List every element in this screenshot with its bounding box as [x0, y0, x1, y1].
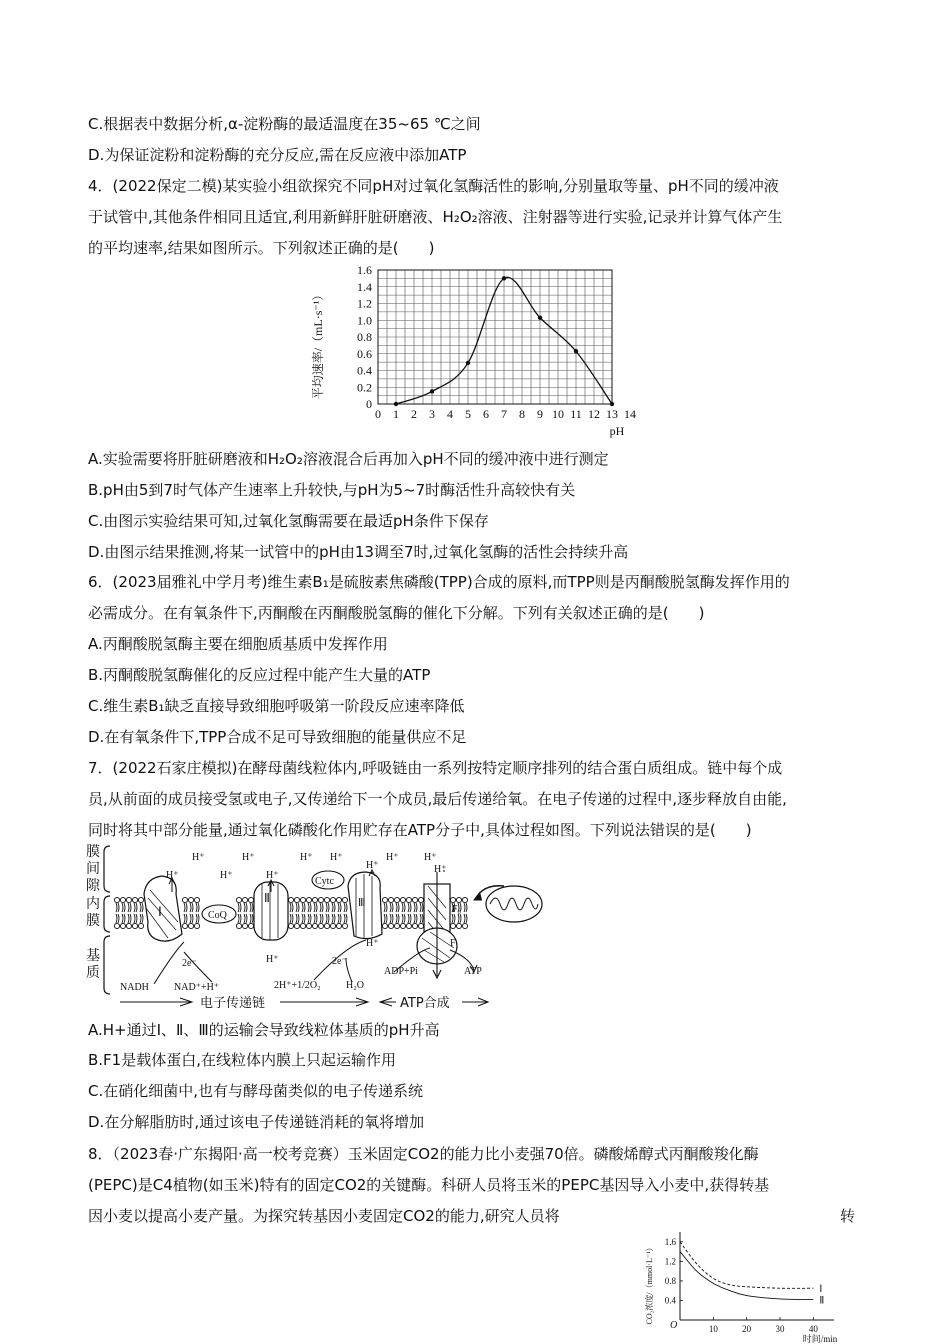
data-point	[502, 276, 506, 280]
data-point	[466, 361, 470, 365]
q7-option-d: D.在分解脂肪时,通过该电子传递链消耗的氧将增加	[88, 1113, 425, 1131]
lipid-tail	[402, 903, 405, 923]
lipid-tail	[184, 903, 187, 923]
nadh-label: NADH	[120, 982, 149, 993]
lipid-head	[248, 897, 253, 902]
complex-2-label: Ⅱ	[264, 891, 270, 905]
lipid-head	[188, 897, 193, 902]
q6-option-d: D.在有氧条件下,TPP合成不足可导致细胞的能量供应不足	[88, 728, 467, 746]
lipid-tail	[290, 903, 293, 923]
lipid-tail	[314, 903, 317, 923]
lipid-head	[306, 897, 311, 902]
y-tick-label: 0.4	[664, 1295, 676, 1306]
lipid-head	[138, 897, 143, 902]
series-line	[680, 1242, 813, 1289]
lipid-head	[388, 897, 393, 902]
h-plus-label: H⁺	[434, 864, 447, 875]
q7-stem-line1: 7．(2022石家庄模拟)在酵母菌线粒体内,呼吸链由一系列按特定顺序排列的结合蛋白质组成。链中每个成	[88, 759, 783, 777]
lipid-head	[120, 897, 125, 902]
q6-stem-line1: 6．(2023届雅礼中学月考)维生素B₁是硫胺素焦磷酸(TPP)合成的原料,而TPP则是丙酮酸脱氢酶发挥作用的	[88, 573, 790, 591]
lipid-tail	[344, 903, 347, 923]
y-tick-label: 1.4	[357, 279, 372, 294]
lipid-head	[394, 923, 399, 928]
h-plus-label: H⁺	[220, 870, 233, 881]
lipid-head	[450, 923, 455, 928]
lipid-head	[324, 897, 329, 902]
h-plus-label: H⁺	[424, 852, 437, 863]
lipid-head	[450, 897, 455, 902]
lipid-head	[382, 923, 387, 928]
lipid-head	[462, 923, 467, 928]
q4-stem-line2: 于试管中,其他条件相同且适宜,利用新鲜肝脏研磨液、H₂O₂溶液、注射器等进行实验,记录并计算气体产生	[88, 208, 783, 226]
x-axis-label: pH	[609, 424, 625, 438]
lipid-head	[242, 923, 247, 928]
y-tick-label: 1.2	[357, 296, 372, 311]
atp-label: ATP	[464, 966, 482, 977]
x-tick-label: 9	[537, 407, 543, 421]
y-tick-label: 0.8	[664, 1275, 676, 1286]
lipid-tail	[326, 903, 329, 923]
series-label: Ⅱ	[819, 1295, 825, 1307]
lipid-head	[294, 897, 299, 902]
lipid-tail	[128, 903, 131, 923]
lipid-head	[330, 923, 335, 928]
lipid-head	[342, 897, 347, 902]
lipid-tail	[332, 903, 335, 923]
adp-label: ADP+Pi	[384, 966, 418, 977]
q4-stem-line1: 4．(2022保定二模)某实验小组欲探究不同pH对过氧化氢酶活性的影响,分别量取等量、pH不同的缓冲液	[88, 177, 779, 195]
x-tick-label: 12	[588, 407, 600, 421]
q4-stem-line3: 的平均速率,结果如图所示。下列叙述正确的是( )	[88, 239, 435, 257]
complex-1-label: Ⅰ	[158, 904, 162, 919]
atp-synthesis-label: ATP合成	[400, 996, 450, 1011]
x-tick-label: 14	[624, 407, 636, 421]
option-d-prev: D.为保证淀粉和淀粉酶的充分反应,需在反应液中添加ATP	[88, 146, 467, 164]
lipid-tail	[122, 903, 125, 923]
x-tick-label: 8	[519, 407, 525, 421]
data-point	[538, 316, 542, 320]
lipid-tail	[140, 903, 143, 923]
side-label: 内	[86, 897, 100, 912]
lipid-head	[418, 897, 423, 902]
h-plus-label: H⁺	[266, 954, 279, 965]
q6-option-c: C.维生素B₁缺乏直接导致细胞呼吸第一阶段反应速率降低	[88, 697, 465, 715]
lipid-tail	[190, 903, 193, 923]
lipid-head	[288, 897, 293, 902]
lipid-head	[188, 923, 193, 928]
lipid-tail	[338, 903, 341, 923]
side-label: 间	[86, 862, 100, 877]
lipid-tail	[396, 903, 399, 923]
h-plus-label: H⁺	[300, 852, 313, 863]
lipid-head	[242, 897, 247, 902]
data-point	[430, 389, 434, 393]
lipid-tail	[196, 903, 199, 923]
lipid-head	[336, 897, 341, 902]
lipid-head	[300, 897, 305, 902]
lipid-head	[138, 923, 143, 928]
x-tick-label: 1	[393, 407, 399, 421]
h-plus-label: H⁺	[366, 938, 379, 949]
y-tick-label: 1.2	[664, 1256, 676, 1267]
lipid-tail	[408, 903, 411, 923]
h-plus-label: H⁺	[330, 852, 343, 863]
lipid-head	[182, 923, 187, 928]
x-tick-label: 7	[501, 407, 507, 421]
q8-stem-line2: (PEPC)是C4植物(如玉米)特有的固定CO2的关键酶。科研人员将玉米的PEPC基因导入小麦中,获得转基	[88, 1176, 770, 1194]
lipid-head	[382, 897, 387, 902]
lipid-head	[114, 923, 119, 928]
q4-option-d: D.由图示结果推测,将某一试管中的pH由13调至7时,过氧化氢酶的活性会持续升高	[88, 543, 629, 561]
q6-option-a: A.丙酮酸脱氢酶主要在细胞质基质中发挥作用	[88, 635, 388, 653]
q8-stem-line3: 因小麦以提高小麦产量。为探究转基因小麦固定CO2的能力,研究人员将	[88, 1207, 560, 1225]
y-axis-label: CO₂浓度/（mmol·L⁻¹）	[645, 1243, 654, 1325]
q4-option-a: A.实验需要将肝脏研磨液和H₂O₂溶液混合后再加入pH不同的缓冲液中进行测定	[88, 450, 609, 468]
lipid-tail	[134, 903, 137, 923]
electron-transport-diagram	[84, 842, 554, 1014]
lipid-head	[324, 923, 329, 928]
x-tick-label: 2	[411, 407, 417, 421]
y-tick-label: 0.4	[357, 363, 372, 378]
lipid-head	[132, 897, 137, 902]
lipid-head	[412, 923, 417, 928]
chain-label: 电子传递链	[200, 996, 266, 1011]
q7-stem-line2: 员,从前面的成员接受氢或电子,又传递给下一个成员,最后传递给氧。在电子传递的过程中,逐步释放自由能,	[88, 790, 787, 808]
lipid-tail	[308, 903, 311, 923]
lipid-head	[330, 897, 335, 902]
lipid-tail	[420, 903, 423, 923]
h-plus-label: H⁺	[386, 852, 399, 863]
x-tick-label: 20	[742, 1324, 752, 1334]
lipid-head	[132, 923, 137, 928]
x-tick-label: 3	[429, 407, 435, 421]
lipid-head	[248, 923, 253, 928]
lipid-tail	[384, 903, 387, 923]
side-label: 基	[86, 949, 100, 964]
lipid-head	[306, 923, 311, 928]
electron-label: 2e⁻	[182, 958, 197, 969]
origin-label: O	[670, 1320, 678, 1331]
lipid-head	[412, 897, 417, 902]
data-point	[610, 402, 614, 406]
lipid-head	[406, 897, 411, 902]
y-tick-label: 1.6	[357, 263, 372, 277]
lipid-head	[400, 897, 405, 902]
lipid-head	[236, 897, 241, 902]
y-tick-label: 0	[366, 397, 372, 411]
series-label: Ⅰ	[819, 1284, 823, 1296]
lipid-tail	[464, 903, 467, 923]
q7-option-b: B.F1是载体蛋白,在线粒体内膜上只起运输作用	[88, 1051, 396, 1069]
series-line	[680, 1252, 813, 1300]
q8-stem-line3-end: 转	[840, 1207, 856, 1225]
x-tick-label: 10	[708, 1324, 718, 1334]
x-tick-label: 6	[483, 407, 489, 421]
x-tick-label: 40	[808, 1324, 818, 1334]
data-point	[394, 402, 398, 406]
data-point	[574, 349, 578, 353]
lipid-head	[388, 923, 393, 928]
lipid-head	[194, 897, 199, 902]
lipid-head	[294, 923, 299, 928]
y-tick-label: 0.8	[357, 330, 372, 344]
option-c-prev: C.根据表中数据分析,α-淀粉酶的最适温度在35~65 ℃之间	[88, 115, 481, 133]
y-tick-label: 1.6	[664, 1236, 676, 1247]
y-tick-label: 0.2	[357, 380, 372, 395]
lipid-head	[312, 923, 317, 928]
lipid-tail	[296, 903, 299, 923]
q7-option-a: A.H+通过Ⅰ、Ⅱ、Ⅲ的运输会导致线粒体基质的pH升高	[88, 1021, 440, 1039]
lipid-head	[394, 897, 399, 902]
lipid-tail	[238, 903, 241, 923]
h-plus-label: H⁺	[192, 852, 205, 863]
nad-label: NAD⁺+H⁺	[174, 982, 220, 993]
water-label: H₂O	[346, 980, 364, 991]
y-axis-label: 平均速率/（mL·s⁻¹）	[311, 288, 325, 400]
co2-concentration-chart	[640, 1226, 840, 1344]
lipid-tail	[302, 903, 305, 923]
q6-option-b: B.丙酮酸脱氢酶催化的反应过程中能产生大量的ATP	[88, 666, 431, 684]
lipid-head	[288, 923, 293, 928]
x-tick-label: 30	[775, 1324, 785, 1334]
lipid-head	[312, 897, 317, 902]
lipid-head	[126, 923, 131, 928]
water-reaction-label: 2H⁺+1/2O₂	[274, 980, 321, 991]
x-tick-label: 10	[552, 407, 564, 421]
lipid-tail	[320, 903, 323, 923]
x-axis-label: 时间/min	[802, 1334, 838, 1344]
complex-3-label: Ⅲ	[358, 897, 366, 909]
q7-stem-line3: 同时将其中部分能量,通过氧化磷酸化作用贮存在ATP分子中,具体过程如图。下列说法错误的是( )	[88, 821, 752, 839]
lipid-head	[194, 923, 199, 928]
h-plus-label: H⁺	[242, 852, 255, 863]
lipid-tail	[390, 903, 393, 923]
f1-label: F₁	[450, 938, 460, 949]
q7-option-c: C.在硝化细菌中,也有与酵母菌类似的电子传递系统	[88, 1082, 424, 1100]
lipid-tail	[250, 903, 253, 923]
y-tick-label: 1.0	[357, 313, 372, 328]
cytc-label: Cytc	[315, 876, 334, 887]
lipid-head	[400, 923, 405, 928]
x-tick-label: 11	[570, 407, 582, 421]
h-plus-label: H⁺	[266, 870, 279, 881]
lipid-tail	[116, 903, 119, 923]
ph-rate-chart	[300, 262, 650, 440]
side-label: 质	[86, 966, 100, 981]
x-tick-label: 5	[465, 407, 471, 421]
lipid-tail	[244, 903, 247, 923]
side-label: 隙	[86, 879, 100, 894]
lipid-head	[462, 897, 467, 902]
h-plus-label: H⁺	[166, 870, 179, 881]
lipid-head	[114, 897, 119, 902]
lipid-head	[318, 897, 323, 902]
electron-label: 2e⁻	[332, 956, 347, 967]
x-tick-label: 4	[447, 407, 453, 421]
h-plus-label: H⁺	[366, 860, 379, 871]
lipid-head	[406, 923, 411, 928]
lipid-head	[418, 923, 423, 928]
x-tick-label: 0	[375, 407, 381, 421]
q8-stem-line1: 8．（2023春·广东揭阳·高一校考竞赛）玉米固定CO2的能力比小麦强70倍。磷酸烯醇式丙酮酸羧化酶	[88, 1145, 759, 1163]
q6-stem-line2: 必需成分。在有氧条件下,丙酮酸在丙酮酸脱氢酶的催化下分解。下列有关叙述正确的是( )	[88, 604, 705, 622]
f0-label: F₀	[452, 904, 462, 915]
lipid-head	[336, 923, 341, 928]
lipid-tail	[414, 903, 417, 923]
lipid-head	[318, 923, 323, 928]
side-label: 膜	[86, 845, 100, 860]
coq-label: CoQ	[208, 910, 227, 921]
q4-option-b: B.pH由5到7时气体产生速率上升较快,与pH为5~7时酶活性升高较快有关	[88, 481, 576, 499]
q4-option-c: C.由图示实验结果可知,过氧化氢酶需要在最适pH条件下保存	[88, 512, 489, 530]
lipid-head	[120, 923, 125, 928]
x-tick-label: 13	[606, 407, 618, 421]
lipid-head	[300, 923, 305, 928]
lipid-head	[456, 897, 461, 902]
lipid-head	[126, 897, 131, 902]
lipid-head	[456, 923, 461, 928]
side-label: 膜	[86, 914, 100, 929]
lipid-head	[236, 923, 241, 928]
y-tick-label: 0.6	[357, 346, 372, 361]
lipid-head	[342, 923, 347, 928]
lipid-head	[182, 897, 187, 902]
